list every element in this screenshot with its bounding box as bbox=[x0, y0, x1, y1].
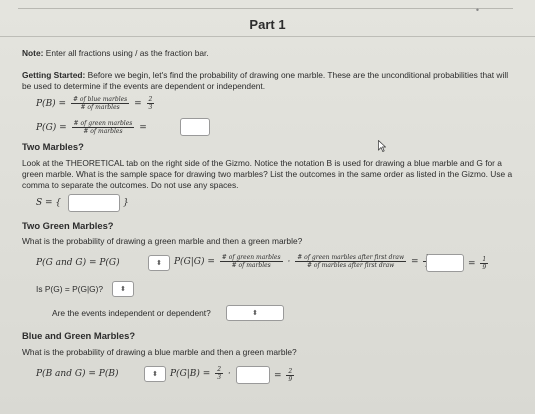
pb-dropdown[interactable] bbox=[144, 366, 166, 382]
pg-lhs: P(G) = bbox=[36, 123, 67, 133]
pg-eq: = bbox=[139, 123, 147, 133]
pbg-answer-input[interactable] bbox=[236, 366, 270, 384]
pgb-value-den: 3 bbox=[217, 374, 222, 381]
pgg-f1-num: # of green marbles bbox=[221, 254, 281, 261]
pb-formula-den: # of marbles bbox=[80, 104, 120, 111]
pbg-result-fraction bbox=[286, 368, 294, 383]
pgg-f2-den: # of marbles after first draw bbox=[306, 262, 395, 269]
pb-lhs: P(B) = bbox=[36, 99, 67, 109]
pg-formula-num: # of green marbles bbox=[73, 120, 133, 127]
pgg-f2 bbox=[295, 254, 406, 269]
note-text: Enter all fractions using / as the fraction bar. bbox=[45, 48, 209, 58]
note-line bbox=[22, 48, 209, 59]
pg-equation bbox=[36, 120, 147, 135]
pb-value-fraction bbox=[147, 96, 155, 111]
pgb-value-num: 2 bbox=[217, 366, 222, 373]
pb-equation bbox=[36, 96, 156, 111]
sample-space-input[interactable] bbox=[68, 194, 120, 212]
pgg-result-num: 1 bbox=[482, 256, 487, 263]
pgg-equation bbox=[174, 254, 439, 269]
getting-started-text1: Before we begin, let's find the probability of drawing one marble. These are the unconditional probabilities that will bbox=[87, 70, 509, 80]
getting-started-label: Getting Started: bbox=[22, 70, 86, 80]
mouse-cursor-icon bbox=[378, 140, 386, 152]
pgg-label: P(G|G) = bbox=[174, 257, 215, 267]
sample-space-lhs: S = { bbox=[36, 198, 62, 208]
pgb-label: P(G|B) = bbox=[170, 369, 211, 379]
getting-started-line1 bbox=[22, 70, 508, 81]
pg-answer-input[interactable] bbox=[180, 118, 210, 136]
two-marbles-line3: comma to separate the outcomes. Do not use any spaces. bbox=[22, 180, 239, 190]
pbg-result-eq: = bbox=[274, 371, 282, 381]
pbg-result-den: 9 bbox=[288, 376, 293, 383]
pgg-f2-num: # of green marbles after first draw bbox=[297, 254, 405, 261]
pgb-equation bbox=[170, 366, 231, 381]
pg-dropdown[interactable] bbox=[148, 255, 170, 271]
pb-value-den: 3 bbox=[148, 104, 153, 111]
two-marbles-line1: Look at the THEORETICAL tab on the right side of the Gizmo. Notice the notation B is used for drawing a blue marble and G for a bbox=[22, 158, 502, 168]
pgg-answer-input[interactable] bbox=[426, 254, 464, 272]
is-pg-equal-question: Is P(G) = P(G|G)? bbox=[36, 284, 104, 294]
pgg-dot: · bbox=[287, 257, 291, 267]
pgb-value-fraction bbox=[215, 366, 223, 381]
two-green-heading: Two Green Marbles? bbox=[22, 220, 114, 231]
pgg-result-den: 9 bbox=[482, 264, 487, 271]
pgb-dot: · bbox=[227, 369, 231, 379]
pb-formula-num: # of blue marbles bbox=[72, 96, 128, 103]
is-equal-dropdown-caret: ⬍ bbox=[120, 286, 126, 293]
pg-formula-fraction bbox=[72, 120, 135, 135]
events-question: Are the events independent or dependent? bbox=[52, 308, 211, 318]
pbg-lhs: P(B and G) = P(B) bbox=[36, 369, 119, 379]
pgg-f1 bbox=[220, 254, 283, 269]
top-divider bbox=[18, 8, 513, 9]
two-marbles-line2: green marble. What is the sample space for drawing two marbles? List the outcomes in the same order as listed in the Gizmo. Use a bbox=[22, 169, 513, 179]
pbg-result-num: 2 bbox=[288, 368, 293, 375]
pgg-result-eq: = bbox=[468, 259, 476, 269]
pgg-f1-den: # of marbles bbox=[231, 262, 271, 269]
pb-formula-fraction bbox=[71, 96, 129, 111]
pb-eq: = bbox=[134, 99, 142, 109]
pgg-lhs: P(G and G) = P(G) bbox=[36, 258, 120, 268]
blue-green-heading: Blue and Green Marbles? bbox=[22, 330, 136, 341]
two-green-question: What is the probability of drawing a green marble and then a green marble? bbox=[22, 236, 303, 246]
pg-formula-den: # of marbles bbox=[83, 128, 123, 135]
part-title: Part 1 bbox=[249, 17, 286, 32]
pgg-result-fraction bbox=[480, 256, 488, 271]
is-equal-dropdown[interactable] bbox=[112, 281, 134, 297]
blue-green-question: What is the probability of drawing a blue marble and then a green marble? bbox=[22, 347, 297, 357]
pb-value-num: 2 bbox=[148, 96, 153, 103]
pgg-result bbox=[468, 256, 490, 271]
title-divider bbox=[0, 36, 535, 37]
pgg-eq: = bbox=[410, 257, 419, 267]
sample-space-rhs: } bbox=[123, 198, 129, 208]
marker-dot: • bbox=[475, 5, 479, 15]
dependence-dropdown-caret: ⬍ bbox=[252, 310, 258, 317]
dependence-dropdown[interactable] bbox=[226, 305, 284, 321]
pg-dropdown-caret: ⬍ bbox=[156, 260, 162, 267]
note-label: Note: bbox=[22, 48, 44, 58]
pbg-result bbox=[274, 368, 296, 383]
getting-started-line2: be used to determine if the events are dependent or independent. bbox=[22, 81, 266, 91]
two-marbles-heading: Two Marbles? bbox=[22, 141, 84, 152]
pb-dropdown-caret: ⬍ bbox=[152, 371, 158, 378]
